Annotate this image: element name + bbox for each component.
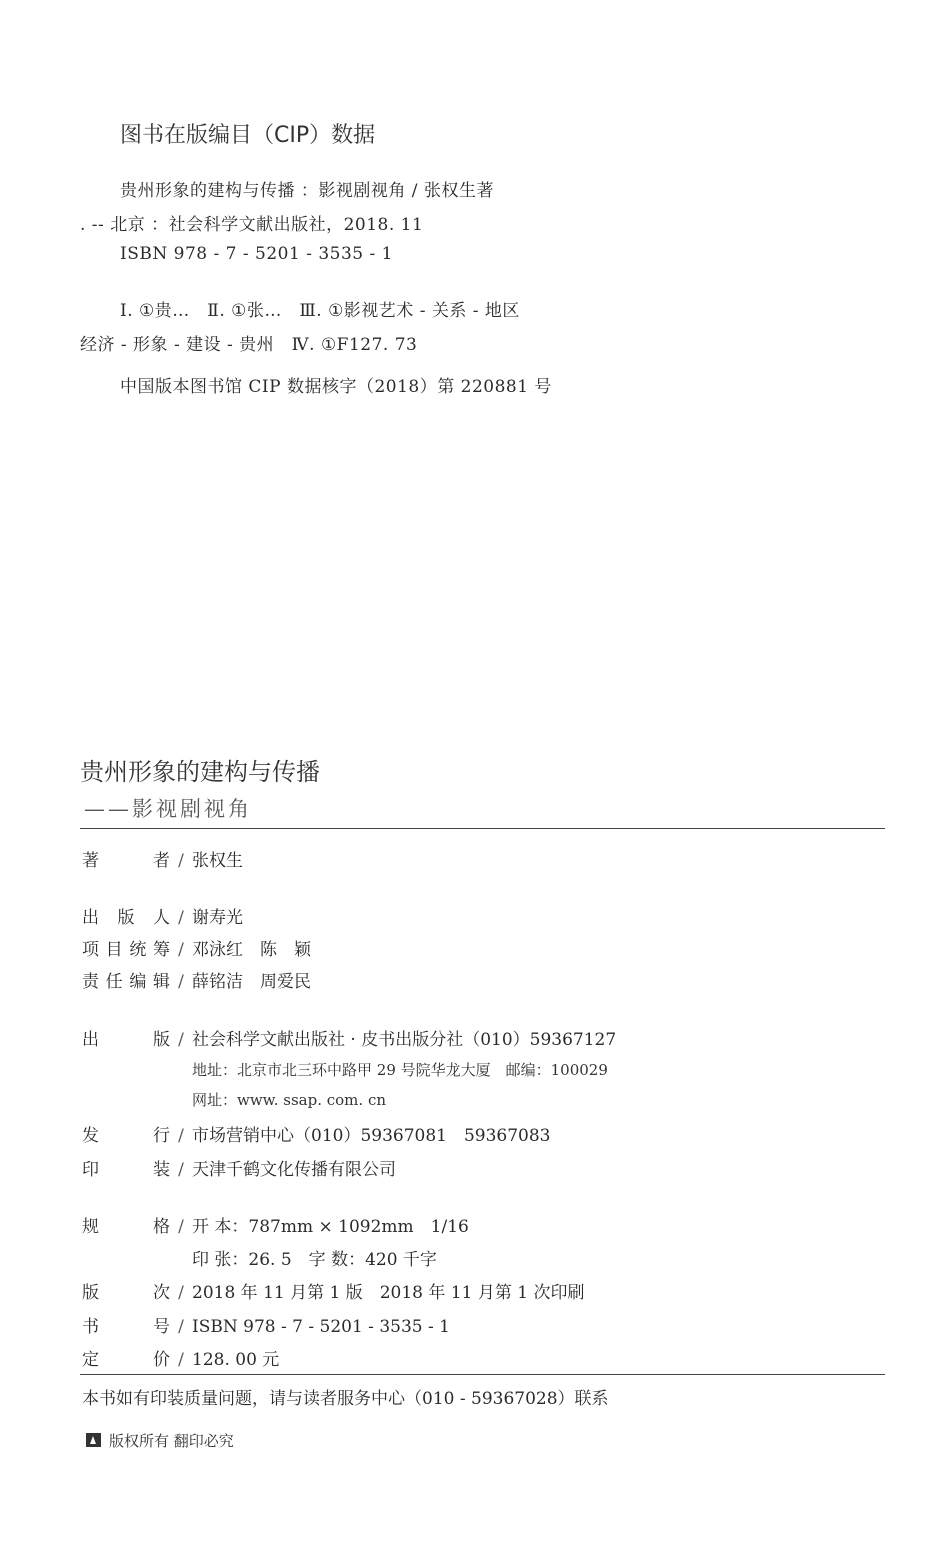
publisher-person-label: 出版人 <box>82 908 170 928</box>
spec-value: 开 本：787mm × 1092mm 1/16 <box>192 1217 469 1237</box>
separator: / <box>178 1283 184 1303</box>
printing-label: 印装 <box>82 1160 170 1180</box>
separator: / <box>178 851 184 871</box>
imprint-coordinator-row <box>82 935 311 960</box>
spec-label: 规格 <box>82 1217 170 1237</box>
imprint-printing-row <box>82 1155 396 1180</box>
imprint-publish-row <box>82 1025 616 1050</box>
edition-label: 版次 <box>82 1283 170 1303</box>
separator: / <box>178 940 184 960</box>
imprint-price-row <box>82 1345 279 1370</box>
distribution-value: 市场营销中心（010）59367081 59367083 <box>192 1126 551 1146</box>
book-title: 贵州形象的建构与传播 <box>80 758 320 786</box>
quality-notice: 本书如有印装质量问题，请与读者服务中心（010 - 59367028）联系 <box>82 1389 609 1409</box>
price-value: 128. 00 元 <box>192 1350 280 1370</box>
imprint-publisher-person-row <box>82 903 243 928</box>
imprint-spec-row <box>82 1212 469 1237</box>
cip-publisher-line: . -- 北京 ：社会科学文献出版社，2018. 11 <box>80 215 424 235</box>
imprint-edition-row <box>82 1278 584 1303</box>
cip-classification-line: Ⅰ. ①贵… Ⅱ. ①张… Ⅲ. ①影视艺术 - 关系 - 地区 <box>120 301 520 321</box>
copyright-line <box>86 1430 234 1451</box>
divider-top <box>80 828 885 829</box>
divider-bottom <box>80 1374 885 1375</box>
copyright-text: 版权所有 翻印必究 <box>109 1432 234 1450</box>
author-value: 张权生 <box>192 851 243 871</box>
cip-classification-line-2: 经济 - 形象 - 建设 - 贵州 Ⅳ. ①F127. 73 <box>80 335 418 355</box>
book-subtitle: ——影视剧视角 <box>84 797 252 821</box>
spec-sheets-words: 印 张：26. 5 字 数：420 千字 <box>192 1250 437 1270</box>
distribution-label: 发行 <box>82 1126 170 1146</box>
editor-value: 薛铭洁 周爱民 <box>192 972 311 992</box>
printing-value: 天津千鹤文化传播有限公司 <box>192 1160 396 1180</box>
separator: / <box>178 1350 184 1370</box>
price-label: 定价 <box>82 1350 170 1370</box>
imprint-distribution-row <box>82 1121 551 1146</box>
cip-title-line: 贵州形象的建构与传播 ：影视剧视角 / 张权生著 <box>120 181 494 201</box>
separator: / <box>178 1317 184 1337</box>
publisher-person-value: 谢寿光 <box>192 908 243 928</box>
separator: / <box>178 972 184 992</box>
edition-value: 2018 年 11 月第 1 版 2018 年 11 月第 1 次印刷 <box>192 1283 585 1303</box>
author-label: 著者 <box>82 851 170 871</box>
isbn-value: ISBN 978 - 7 - 5201 - 3535 - 1 <box>192 1317 450 1337</box>
separator: / <box>178 1030 184 1050</box>
editor-label: 责任编辑 <box>82 972 170 992</box>
coordinator-value: 邓泳红 陈 颖 <box>192 940 311 960</box>
cip-isbn-line: ISBN 978 - 7 - 5201 - 3535 - 1 <box>120 244 393 264</box>
publisher-address: 地址：北京市北三环中路甲 29 号院华龙大厦 邮编：100029 <box>192 1061 608 1079</box>
separator: / <box>178 1217 184 1237</box>
isbn-label: 书号 <box>82 1317 170 1337</box>
coordinator-label: 项目统筹 <box>82 940 170 960</box>
publisher-logo-icon <box>86 1433 101 1447</box>
publish-label: 出版 <box>82 1030 170 1050</box>
separator: / <box>178 1160 184 1180</box>
cip-heading: 图书在版编目（CIP）数据 <box>120 123 376 148</box>
publisher-website: 网址：www. ssap. com. cn <box>192 1091 387 1109</box>
publish-value: 社会科学文献出版社 · 皮书出版分社（010）59367127 <box>192 1030 617 1050</box>
imprint-editor-row <box>82 967 311 992</box>
cip-record-number: 中国版本图书馆 CIP 数据核字（2018）第 220881 号 <box>120 377 552 397</box>
imprint-isbn-row <box>82 1312 450 1337</box>
separator: / <box>178 1126 184 1146</box>
separator: / <box>178 908 184 928</box>
imprint-author-row <box>82 846 243 871</box>
